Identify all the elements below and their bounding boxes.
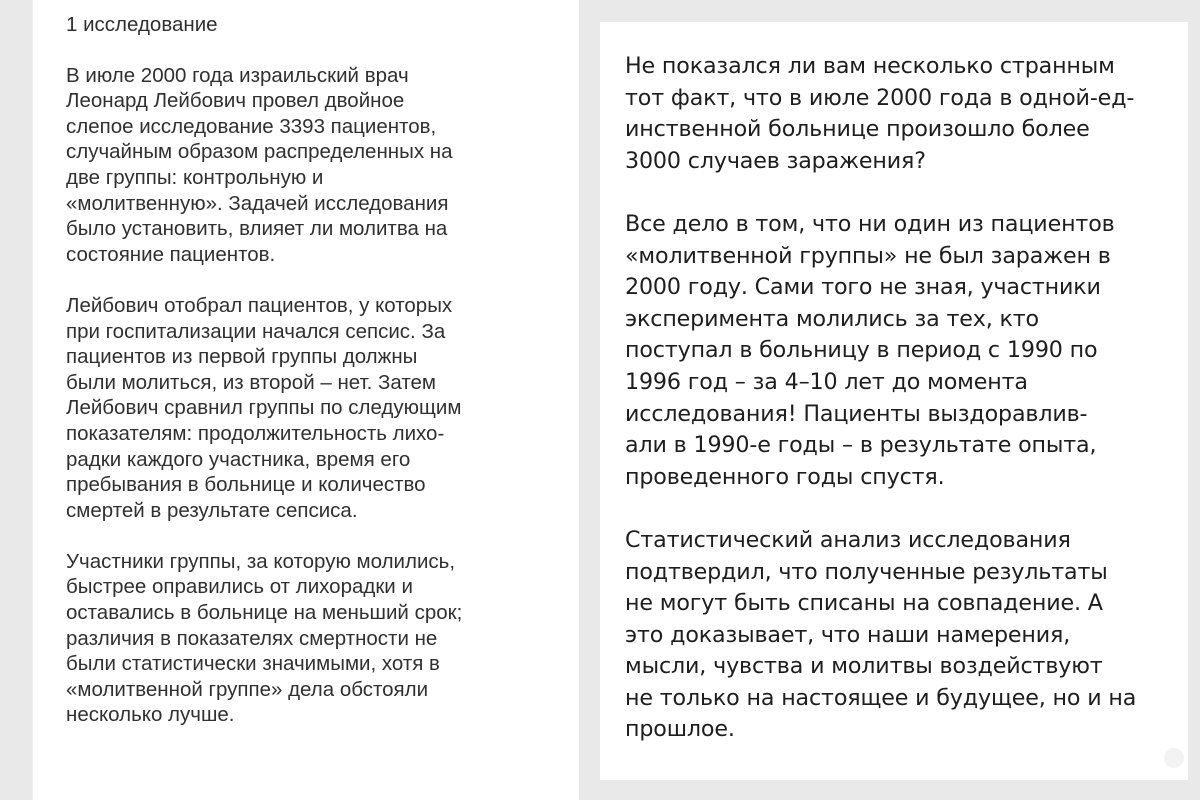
text-line: были статистически значимыми, хотя в: [66, 652, 440, 676]
right-paragraph-1: [625, 51, 1188, 177]
left-article-panel: [32, 0, 580, 800]
text-line: исследования! Пациенты выздоравлив-: [625, 400, 1088, 427]
text-line: не только на настоящее и будущее, но и на: [625, 684, 1137, 711]
text-line: Лейбович отобрал пациентов, у которых: [66, 293, 453, 317]
text-line: Участники группы, за которую молились,: [66, 549, 456, 573]
right-paragraph-2: [625, 209, 1188, 493]
text-line: смертей в результате сепсиса.: [66, 498, 358, 522]
text-line: не могут быть списаны на совпадение. А: [625, 590, 1103, 617]
text-line: 3000 случаев заражения?: [625, 147, 926, 174]
text-line: оставались в больнице на меньший срок;: [66, 601, 463, 625]
text-line: быстрее оправились от лихорадки и: [66, 575, 413, 599]
text-line: Статистический анализ исследования: [625, 526, 1071, 553]
text-line: Все дело в том, что ни один из пациентов: [625, 210, 1115, 237]
text-line: Лейбович сравнил группы по следующим: [66, 396, 462, 420]
text-line: 1996 год – за 4–10 лет до момента: [625, 368, 1028, 395]
text-line: были молиться, из второй – нет. Затем: [66, 370, 436, 394]
text-line: слепое исследование 3393 пациентов,: [66, 114, 437, 138]
text-line: Не показался ли вам несколько странным: [625, 53, 1115, 79]
text-line: показателям: продолжительность лихо-: [66, 421, 445, 445]
right-article-panel: [600, 22, 1188, 780]
text-line: состояние пациентов.: [66, 242, 276, 266]
right-paragraph-3: [625, 525, 1188, 746]
text-line: В июле 2000 года израильский врач: [66, 63, 409, 87]
scroll-indicator-icon: [1164, 748, 1184, 768]
text-line: две группы: контрольную и: [66, 165, 324, 189]
text-line: поступал в больницу в период с 1990 по: [625, 337, 1098, 364]
text-line: инственной больнице произошло более: [625, 116, 1090, 143]
text-line: несколько лучше.: [66, 703, 235, 727]
text-line: эксперимента молились за тех, кто: [625, 305, 1039, 332]
text-line: это доказывает, что наши намерения,: [625, 621, 1071, 648]
left-paragraph-3: [66, 549, 579, 728]
text-line: «молитвенной группе» дела обстояли: [66, 677, 429, 701]
text-line: различия в показателях смертности не: [66, 626, 438, 650]
text-line: 2000 году. Сами того не зная, участники: [625, 274, 1101, 301]
text-line: «молитвенную». Задачей исследования: [66, 191, 449, 215]
text-line: али в 1990-е годы – в результате опыта,: [625, 432, 1097, 459]
text-line: прошлое.: [625, 716, 735, 743]
text-line: мысли, чувства и молитвы воздействуют: [625, 653, 1103, 680]
left-paragraph-2: [66, 293, 579, 523]
text-line: «молитвенной группы» не был заражен в: [625, 242, 1111, 269]
text-line: при госпитализации начался сепсис. За: [66, 319, 446, 343]
text-line: было установить, влияет ли молитва на: [66, 217, 448, 241]
study-heading: 1 исследование: [66, 13, 218, 36]
text-line: подтвердил, что полученные результаты: [625, 558, 1108, 585]
text-line: радки каждого участника, время его: [66, 447, 411, 471]
text-line: пациентов из первой группы должны: [66, 345, 418, 369]
text-line: проведенного годы спустя.: [625, 463, 945, 490]
text-line: тот факт, что в июле 2000 года в одной-ед-: [625, 84, 1135, 111]
text-line: пребывания в больнице и количество: [66, 473, 426, 497]
text-line: Леонард Лейбович провел двойное: [66, 89, 405, 113]
left-paragraph-1: [66, 63, 579, 268]
text-line: случайным образом распределенных на: [66, 140, 453, 164]
